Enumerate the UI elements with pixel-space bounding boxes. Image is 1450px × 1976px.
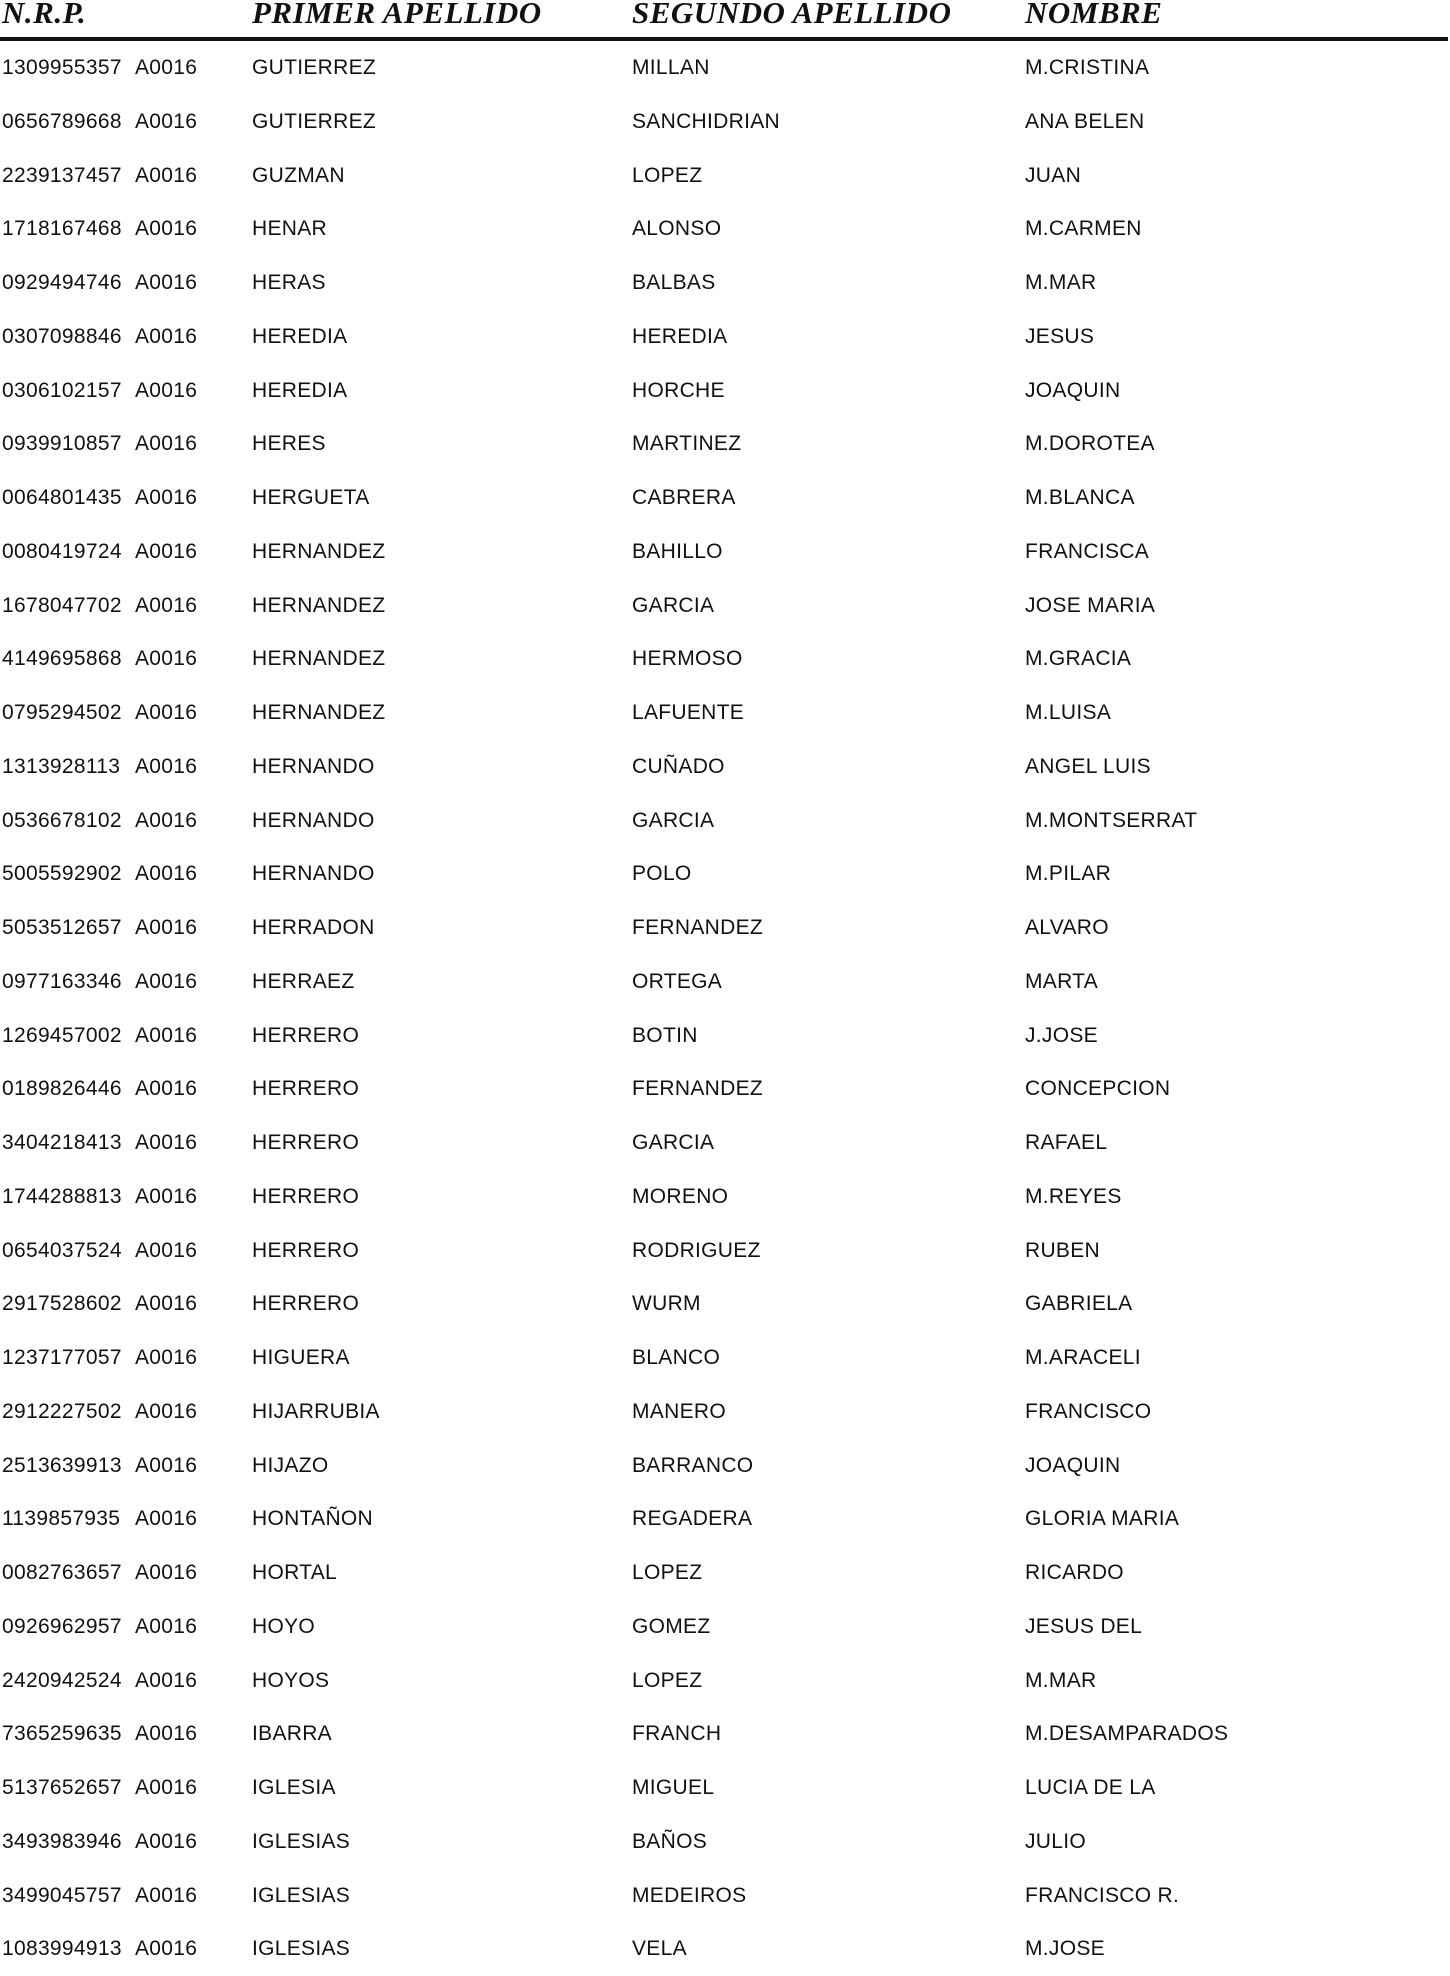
cell-primer-apellido: HERRERO (252, 1077, 360, 1101)
cell-nrp: 0977163346 (2, 969, 122, 993)
cell-primer-apellido: IGLESIA (252, 1776, 336, 1799)
cell-segundo-apellido: MEDEIROS (632, 1883, 747, 1907)
cell-nombre: M.CARMEN (1025, 217, 1142, 241)
cell-nombre: JESUS (1025, 324, 1095, 348)
table-row (0, 1345, 1450, 1385)
table-row (0, 915, 1450, 955)
cell-nrp: 0926962957 (2, 1614, 122, 1638)
cell-code: A0016 (135, 701, 198, 724)
cell-nombre: M.MONTSERRAT (1025, 808, 1198, 832)
table-row (0, 324, 1450, 364)
cell-segundo-apellido: ALONSO (632, 217, 722, 241)
cell-segundo-apellido: CABRERA (632, 486, 736, 509)
cell-nrp: 0795294502 (2, 701, 122, 724)
table-row (0, 378, 1450, 418)
cell-code: A0016 (135, 1937, 198, 1961)
cell-segundo-apellido: WURM (632, 1292, 701, 1316)
cell-nombre: LUCIA DE LA (1025, 1776, 1156, 1799)
cell-nrp: 0306102157 (2, 378, 122, 402)
cell-code: A0016 (135, 969, 198, 993)
cell-nrp: 5053512657 (2, 916, 122, 939)
cell-segundo-apellido: BLANCO (632, 1346, 721, 1369)
cell-nombre: M.CRISTINA (1025, 56, 1150, 79)
cell-code: A0016 (135, 754, 198, 778)
cell-code: A0016 (135, 1238, 198, 1262)
cell-code: A0016 (135, 1561, 198, 1584)
cell-segundo-apellido: CUÑADO (632, 754, 725, 778)
cell-segundo-apellido: BALBAS (632, 271, 716, 294)
cell-segundo-apellido: GARCIA (632, 593, 715, 617)
cell-nombre: RAFAEL (1025, 1131, 1108, 1154)
cell-primer-apellido: HORTAL (252, 1561, 338, 1584)
cell-segundo-apellido: BARRANCO (632, 1453, 754, 1477)
cell-segundo-apellido: LOPEZ (632, 1668, 703, 1692)
cell-nrp: 1744288813 (2, 1184, 122, 1208)
cell-nombre: CONCEPCION (1025, 1077, 1171, 1101)
cell-primer-apellido: HERNANDO (252, 808, 375, 832)
cell-nombre: ANA BELEN (1025, 109, 1145, 133)
table-row (0, 1883, 1450, 1923)
cell-nrp: 0080419724 (2, 539, 122, 563)
cell-nrp: 3404218413 (2, 1131, 122, 1154)
table-row (0, 1130, 1450, 1170)
cell-primer-apellido: IGLESIAS (252, 1937, 351, 1961)
cell-nrp: 1718167468 (2, 217, 122, 241)
cell-nombre: M.MAR (1025, 1668, 1097, 1692)
cell-code: A0016 (135, 539, 198, 563)
cell-segundo-apellido: MILLAN (632, 56, 710, 79)
cell-nombre: M.REYES (1025, 1184, 1122, 1208)
cell-nombre: M.PILAR (1025, 862, 1112, 886)
cell-code: A0016 (135, 1399, 198, 1423)
cell-nombre: M.BLANCA (1025, 486, 1135, 509)
table-row (0, 1614, 1450, 1654)
table-row (0, 700, 1450, 740)
cell-code: A0016 (135, 808, 198, 832)
cell-primer-apellido: HONTAÑON (252, 1507, 374, 1531)
cell-primer-apellido: HERRAEZ (252, 969, 355, 993)
cell-segundo-apellido: SANCHIDRIAN (632, 109, 780, 133)
cell-primer-apellido: HERRERO (252, 1184, 360, 1208)
cell-nombre: J.JOSE (1025, 1023, 1098, 1047)
cell-nombre: M.ARACELI (1025, 1346, 1141, 1369)
cell-segundo-apellido: LOPEZ (632, 163, 703, 187)
table-row (0, 1291, 1450, 1331)
cell-nombre: MARTA (1025, 969, 1099, 993)
cell-code: A0016 (135, 1346, 198, 1369)
cell-nombre: RUBEN (1025, 1238, 1101, 1262)
cell-nrp: 4149695868 (2, 647, 122, 671)
table-row (0, 485, 1450, 525)
cell-nrp: 0656789668 (2, 109, 122, 133)
table-row (0, 1238, 1450, 1278)
cell-nrp: 2917528602 (2, 1292, 122, 1316)
cell-nombre: ANGEL LUIS (1025, 754, 1151, 778)
cell-segundo-apellido: GOMEZ (632, 1614, 711, 1638)
cell-primer-apellido: GUTIERREZ (252, 56, 377, 79)
cell-segundo-apellido: LOPEZ (632, 1561, 703, 1584)
cell-nombre: M.LUISA (1025, 701, 1112, 724)
cell-nombre: JOAQUIN (1025, 1453, 1121, 1477)
cell-code: A0016 (135, 1668, 198, 1692)
cell-segundo-apellido: BOTIN (632, 1023, 698, 1047)
cell-segundo-apellido: MORENO (632, 1184, 729, 1208)
cell-nrp: 1083994913 (2, 1937, 122, 1961)
table-row (0, 754, 1450, 794)
cell-nombre: FRANCISCO (1025, 1399, 1152, 1423)
cell-code: A0016 (135, 916, 198, 939)
cell-nrp: 2239137457 (2, 163, 122, 187)
cell-code: A0016 (135, 56, 198, 79)
cell-primer-apellido: HERRERO (252, 1131, 360, 1154)
cell-nombre: JOAQUIN (1025, 378, 1121, 402)
table-row (0, 431, 1450, 471)
header-nrp: N.R.P. (2, 0, 87, 30)
cell-nombre: GABRIELA (1025, 1292, 1133, 1316)
cell-segundo-apellido: REGADERA (632, 1507, 753, 1531)
cell-nrp: 0307098846 (2, 324, 122, 348)
cell-nrp: 0654037524 (2, 1238, 122, 1262)
cell-primer-apellido: GUZMAN (252, 163, 345, 187)
cell-primer-apellido: HERAS (252, 271, 326, 294)
cell-nombre: FRANCISCA (1025, 539, 1150, 563)
cell-primer-apellido: HERRERO (252, 1238, 360, 1262)
cell-segundo-apellido: VELA (632, 1937, 687, 1961)
cell-code: A0016 (135, 1776, 198, 1799)
cell-segundo-apellido: ORTEGA (632, 969, 723, 993)
cell-segundo-apellido: HEREDIA (632, 324, 728, 348)
cell-code: A0016 (135, 163, 198, 187)
cell-nrp: 1313928113 (2, 754, 121, 778)
table-row (0, 1560, 1450, 1600)
cell-nrp: 2513639913 (2, 1453, 122, 1477)
cell-code: A0016 (135, 432, 198, 456)
cell-segundo-apellido: FERNANDEZ (632, 1077, 764, 1101)
cell-primer-apellido: HEREDIA (252, 324, 348, 348)
cell-nrp: 5137652657 (2, 1776, 122, 1799)
cell-code: A0016 (135, 1507, 198, 1531)
cell-code: A0016 (135, 324, 198, 348)
cell-code: A0016 (135, 1077, 198, 1101)
cell-nrp: 0536678102 (2, 808, 122, 832)
cell-nrp: 0939910857 (2, 432, 122, 456)
header-divider (0, 37, 1448, 41)
cell-segundo-apellido: MARTINEZ (632, 432, 742, 456)
cell-primer-apellido: HIJAZO (252, 1453, 329, 1477)
cell-nombre: JOSE MARIA (1025, 593, 1156, 617)
cell-segundo-apellido: HERMOSO (632, 647, 743, 671)
cell-code: A0016 (135, 1883, 198, 1907)
cell-nrp: 0929494746 (2, 271, 122, 294)
cell-segundo-apellido: HORCHE (632, 378, 725, 402)
cell-code: A0016 (135, 378, 198, 402)
cell-code: A0016 (135, 217, 198, 241)
table-row (0, 1668, 1450, 1708)
header-segundo-apellido: SEGUNDO APELLIDO (632, 0, 952, 30)
cell-code: A0016 (135, 1722, 198, 1746)
cell-code: A0016 (135, 862, 198, 886)
cell-primer-apellido: HERES (252, 432, 326, 456)
cell-nombre: JUAN (1025, 163, 1082, 187)
cell-nombre: GLORIA MARIA (1025, 1507, 1180, 1531)
table-row (0, 216, 1450, 256)
cell-segundo-apellido: BAÑOS (632, 1829, 708, 1853)
cell-segundo-apellido: GARCIA (632, 808, 715, 832)
cell-nombre: JULIO (1025, 1829, 1087, 1853)
cell-primer-apellido: HIJARRUBIA (252, 1399, 380, 1423)
cell-primer-apellido: HENAR (252, 217, 328, 241)
cell-code: A0016 (135, 1023, 198, 1047)
cell-primer-apellido: HOYOS (252, 1668, 330, 1692)
table-row (0, 808, 1450, 848)
cell-segundo-apellido: MIGUEL (632, 1776, 715, 1799)
cell-primer-apellido: HERNANDEZ (252, 593, 386, 617)
cell-code: A0016 (135, 1614, 198, 1638)
cell-nrp: 0064801435 (2, 486, 122, 509)
cell-code: A0016 (135, 1829, 198, 1853)
table-row (0, 1453, 1450, 1493)
cell-primer-apellido: IBARRA (252, 1722, 332, 1746)
cell-primer-apellido: IGLESIAS (252, 1829, 351, 1853)
cell-segundo-apellido: LAFUENTE (632, 701, 745, 724)
cell-nrp: 0082763657 (2, 1561, 122, 1584)
table-row (0, 1936, 1450, 1976)
header-nombre: NOMBRE (1025, 0, 1163, 30)
cell-nombre: M.DESAMPARADOS (1025, 1722, 1229, 1746)
table-row (0, 1023, 1450, 1063)
cell-code: A0016 (135, 1453, 198, 1477)
cell-segundo-apellido: GARCIA (632, 1131, 715, 1154)
cell-nombre: M.MAR (1025, 271, 1097, 294)
table-row (0, 1184, 1450, 1224)
cell-primer-apellido: HERRERO (252, 1023, 360, 1047)
cell-nrp: 1139857935 (2, 1507, 121, 1531)
cell-code: A0016 (135, 486, 198, 509)
cell-nombre: M.GRACIA (1025, 647, 1132, 671)
table-row (0, 1775, 1450, 1815)
cell-nrp: 3493983946 (2, 1829, 122, 1853)
cell-code: A0016 (135, 109, 198, 133)
cell-code: A0016 (135, 1292, 198, 1316)
cell-primer-apellido: HERRADON (252, 916, 375, 939)
cell-nrp: 1269457002 (2, 1023, 122, 1047)
cell-nrp: 5005592902 (2, 862, 122, 886)
header-primer-apellido: PRIMER APELLIDO (252, 0, 542, 30)
table-row (0, 109, 1450, 149)
cell-segundo-apellido: FRANCH (632, 1722, 722, 1746)
cell-primer-apellido: HERNANDO (252, 754, 375, 778)
cell-nombre: M.JOSE (1025, 1937, 1105, 1961)
cell-nrp: 7365259635 (2, 1722, 122, 1746)
cell-nombre: JESUS DEL (1025, 1614, 1143, 1638)
cell-nrp: 3499045757 (2, 1883, 122, 1907)
table-row (0, 163, 1450, 203)
cell-nrp: 2912227502 (2, 1399, 122, 1423)
table-row (0, 1721, 1450, 1761)
cell-code: A0016 (135, 1184, 198, 1208)
cell-primer-apellido: HERNANDO (252, 862, 375, 886)
cell-code: A0016 (135, 593, 198, 617)
cell-primer-apellido: HEREDIA (252, 378, 348, 402)
cell-nrp: 1678047702 (2, 593, 122, 617)
cell-nrp: 2420942524 (2, 1668, 122, 1692)
table-header (0, 0, 1450, 40)
table-row (0, 969, 1450, 1009)
cell-segundo-apellido: FERNANDEZ (632, 916, 764, 939)
table-row (0, 539, 1450, 579)
cell-segundo-apellido: MANERO (632, 1399, 726, 1423)
table-row (0, 646, 1450, 686)
cell-primer-apellido: HERNANDEZ (252, 701, 386, 724)
cell-primer-apellido: HERNANDEZ (252, 647, 386, 671)
cell-primer-apellido: GUTIERREZ (252, 109, 377, 133)
table-row (0, 55, 1450, 95)
cell-primer-apellido: HOYO (252, 1614, 316, 1638)
cell-nombre: RICARDO (1025, 1561, 1124, 1584)
cell-nombre: M.DOROTEA (1025, 432, 1155, 456)
table-row (0, 593, 1450, 633)
cell-code: A0016 (135, 271, 198, 294)
cell-code: A0016 (135, 1131, 198, 1154)
cell-segundo-apellido: POLO (632, 862, 692, 886)
cell-segundo-apellido: BAHILLO (632, 539, 723, 563)
cell-nrp: 1309955357 (2, 56, 122, 79)
table-row (0, 1399, 1450, 1439)
cell-primer-apellido: IGLESIAS (252, 1883, 351, 1907)
cell-segundo-apellido: RODRIGUEZ (632, 1238, 761, 1262)
cell-nrp: 1237177057 (2, 1346, 122, 1369)
cell-nrp: 0189826446 (2, 1077, 122, 1101)
cell-primer-apellido: HERNANDEZ (252, 539, 386, 563)
cell-code: A0016 (135, 647, 198, 671)
cell-primer-apellido: HERGUETA (252, 486, 370, 509)
table-row (0, 270, 1450, 310)
cell-primer-apellido: HERRERO (252, 1292, 360, 1316)
table-row (0, 1506, 1450, 1546)
cell-nombre: ALVARO (1025, 916, 1109, 939)
table-row (0, 861, 1450, 901)
cell-nombre: FRANCISCO R. (1025, 1883, 1180, 1907)
cell-primer-apellido: HIGUERA (252, 1346, 350, 1369)
table-row (0, 1829, 1450, 1869)
table-row (0, 1076, 1450, 1116)
